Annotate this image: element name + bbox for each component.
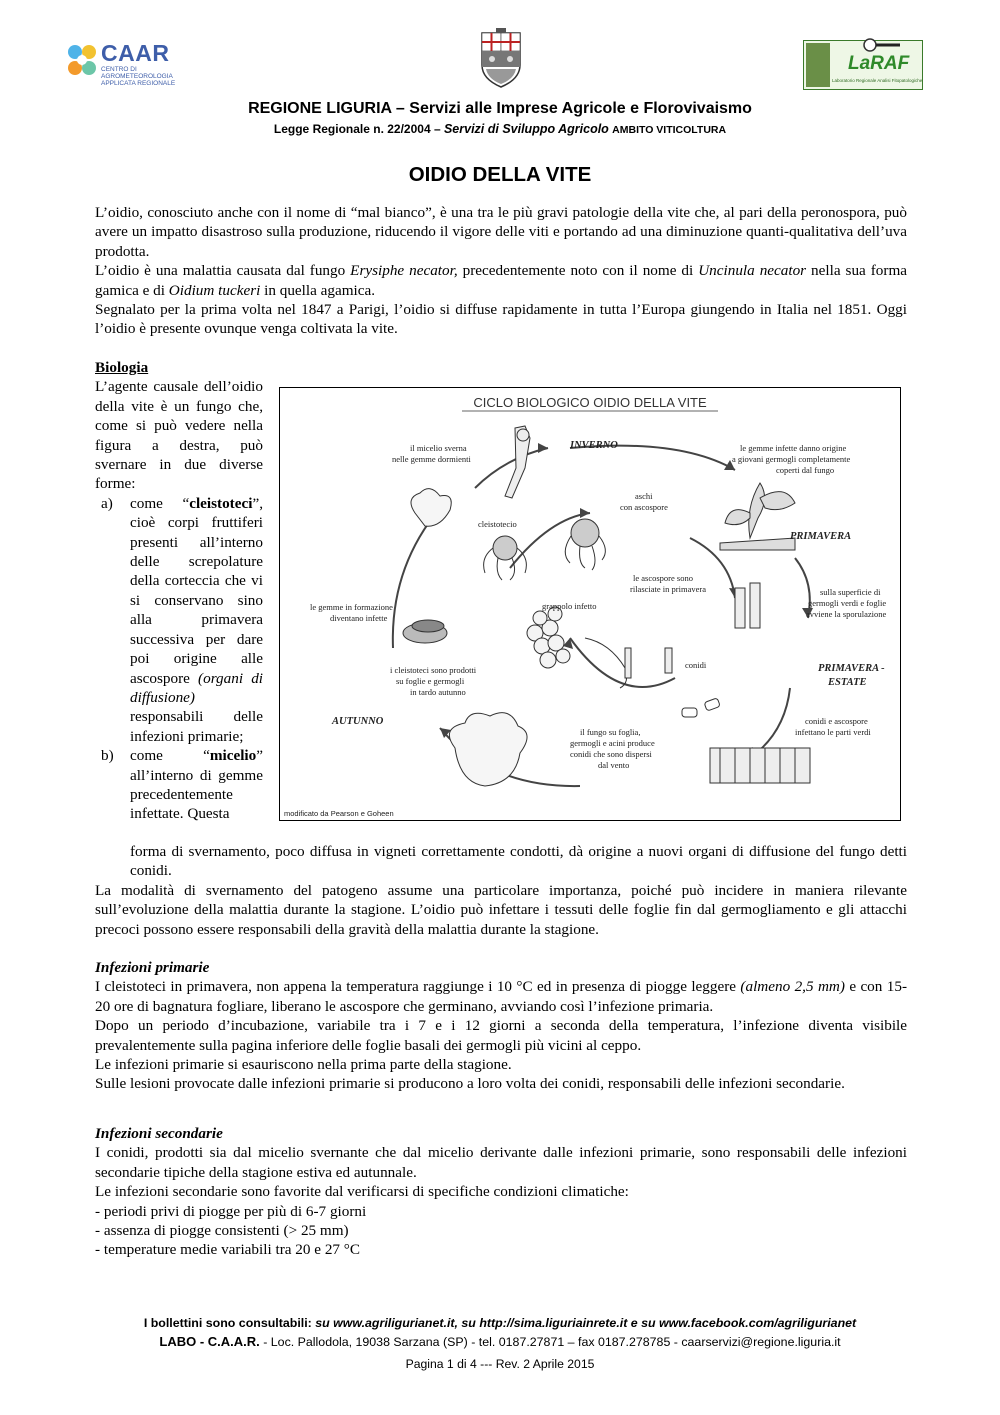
magnifier-icon xyxy=(862,37,902,53)
list-item: - periodi privi di piogge per più di 6-7 giorni xyxy=(95,1202,367,1220)
header-line2 xyxy=(0,122,1000,136)
list-item: - assenza di piogge consistenti (> 25 mm) xyxy=(95,1222,349,1240)
header-line1: REGIONE LIGURIA – Servizi alle Imprese Agricole e Florovivaismo xyxy=(248,100,752,117)
hyphae-illustration xyxy=(585,638,672,688)
caar-sub1: CENTRO DI xyxy=(101,66,137,73)
biologia-lead: L’agente causale dell’oidio della vite è un fungo che, come si può vedere nella figura a destra, può svernare in due diverse forme: xyxy=(95,378,263,493)
shoot-illustration xyxy=(720,483,795,550)
label-fungo-1: il fungo su foglia, xyxy=(580,727,641,737)
label-ascospore-2: rilasciate in primavera xyxy=(630,584,706,594)
label-micelio-1: il micelio sverna xyxy=(410,443,467,453)
figure-credit: modificato da Pearson e Goheen xyxy=(284,809,394,818)
label-conidi: conidi xyxy=(685,660,707,670)
caar-name: CAAR xyxy=(101,40,170,66)
life-cycle-figure xyxy=(279,387,901,821)
label-fungo-3: conidi che sono dispersi xyxy=(570,749,652,759)
primarie-paragraph-3: Le infezioni primarie si esauriscono nella prima parte della stagione. xyxy=(95,1056,512,1074)
season-autumn: AUTUNNO xyxy=(332,716,384,727)
list-a-italic: (organi di diffusione) xyxy=(130,669,264,706)
label-ascospore-1: le ascospore sono xyxy=(633,573,693,583)
label-conidi-ascospore-1: conidi e ascospore xyxy=(805,716,868,726)
intro-p2-text: nella sua forma gamica e di xyxy=(95,262,908,299)
primarie-p1-text: I cleistoteci in primavera, non appena la temperatura raggiunge i 10 °C ed in presenza di piogge leggere xyxy=(95,978,741,996)
laraf-logo xyxy=(803,40,923,90)
label-superficie-1: sulla superficie di xyxy=(820,587,881,597)
biologia-column xyxy=(95,358,263,824)
footer-bulletins-links[interactable]: su www.agriligurianet.it, su http://sima.liguriainrete.it e su www.facebook.com/agriligurianet xyxy=(315,1316,857,1330)
header-service: Servizi di Sviluppo Agricolo xyxy=(443,122,609,136)
caar-sub3: APPLICATA REGIONALE xyxy=(101,80,176,87)
grape-cluster-illustration xyxy=(527,607,570,668)
label-gemme-formazione-1: le gemme in formazione xyxy=(310,602,393,612)
secondarie-paragraph-1: I conidi, prodotti sia dal micelio svernante che dal micelio derivante dalle infezioni primarie, sono responsabili delle infezioni secondarie tipiche della stagione estiva ed autunnale. xyxy=(95,1144,907,1181)
footer-bulletins xyxy=(0,1316,1000,1330)
list-item-a xyxy=(95,494,263,746)
footer-address xyxy=(0,1334,1000,1349)
list-b-continuation: forma di svernamento, poco diffusa in vigneti correttamente condotti, dà origine a nuovi organi di diffusione del fungo detti conidi. xyxy=(130,843,907,880)
intro-paragraph-3: Segnalato per la prima volta nel 1847 a Parigi, l’oidio si diffuse rapidamente in tutta l’Europa giungendo in Italia nel 1851. Oggi l’oidio è presente ovunque venga coltivata la vite. xyxy=(95,301,907,338)
footer-bulletins-label: I bollettini sono consultabili: xyxy=(143,1316,312,1330)
biologia-paragraph: La modalità di svernamento del patogeno assume una particolare importanza, poiché può incidere in maniera rilevante sull’evoluzione della malattia durante la stagione. L’oidio può infettare i tessuti delle foglie fin dal germogliamento e gli attacchi precoci possono essere responsabili della gravità della malattia durante la stagione. xyxy=(95,881,907,938)
primarie-paragraph-2: Dopo un periodo d’incubazione, variabile tra i 7 e i 12 giorni a seconda della temperatura, l’infezione diventa visibile prevalentemente sulla pagina inferiore delle foglie basali dei germogli più vicini al ceppo. xyxy=(95,1017,907,1054)
footer-contacts: - Loc. Pallodola, 19038 Sarzana (SP) - tel. 0187.27871 – fax 0187.278785 - caarservizi@regione.liguria.it xyxy=(263,1335,841,1349)
secondarie-paragraph-2: Le infezioni secondarie sono favorite dal verificarsi di specifiche condizioni climatiche: xyxy=(95,1183,629,1201)
primarie-paragraph-4: Sulle lesioni provocate dalle infezioni primarie si producono a loro volta dei conidi, responsabili delle infezioni secondarie. xyxy=(95,1075,845,1093)
page-title: OIDIO DELLA VITE xyxy=(408,163,592,186)
season-spring-summer-2: ESTATE xyxy=(828,677,867,688)
label-cleistoteci-prodotti-3: in tardo autunno xyxy=(410,687,466,697)
list-b-text: ” all’interno di gemme precedentemente infettate. Questa xyxy=(130,747,263,823)
species-name: Uncinula necator xyxy=(698,262,807,280)
figure-title: CICLO BIOLOGICO OIDIO DELLA VITE xyxy=(473,395,707,410)
label-cleistoteci-prodotti-1: i cleistoteci sono prodotti xyxy=(390,665,477,675)
laraf-sub: Laboratorio Regionale Analisi Fitopatologiche xyxy=(832,78,923,83)
intro-p2-text: in quella agamica. xyxy=(260,281,376,299)
intro-section xyxy=(95,203,907,339)
laraf-name: LaRAF xyxy=(848,53,910,74)
primarie-paragraph-1 xyxy=(95,977,907,1016)
intro-paragraph-2 xyxy=(95,261,907,300)
intro-p2-text: L’oidio è una malattia causata dal fungo xyxy=(95,262,351,280)
intro-paragraph-1: L’oidio, conosciuto anche con il nome di “mal bianco”, è una tra le più gravi patologie della vite che, al pari della peronospora, può avere un impatto disastroso sulla produzione, riducendo il vigore delle viti e portando ad una diminuzione quanti-qualitativa dell’uva prodotta. xyxy=(95,204,907,260)
primarie-section xyxy=(95,958,907,1094)
label-gemme-infette-2: a giovani germogli completamente xyxy=(732,454,851,464)
primarie-heading: Infezioni primarie xyxy=(95,959,210,976)
label-gemme-formazione-2: diventano infette xyxy=(330,613,388,623)
infected-buds-illustration xyxy=(403,620,447,643)
label-superficie-2: germogli verdi e foglie xyxy=(808,598,887,608)
page-number: Pagina 1 di 4 --- Rev. 2 Aprile 2015 xyxy=(405,1357,595,1371)
label-cleistotecio: cleistotecio xyxy=(478,519,517,529)
list-marker-a: a) xyxy=(101,494,113,512)
laraf-photo xyxy=(806,43,830,87)
label-aschi-1: aschi xyxy=(635,491,653,501)
regione-liguria-crest-icon xyxy=(478,27,524,89)
conidia-illustration xyxy=(682,583,810,783)
label-gemme-infette-3: coperti dal fungo xyxy=(776,465,835,475)
label-aschi-2: con ascospore xyxy=(620,502,668,512)
primarie-p1-text: e con 15-20 ore di bagnatura fogliare, liberano le ascospore che germinano, avviando così l’infezione primaria. xyxy=(95,978,908,1015)
intro-p2-text: precedentemente noto con il nome di xyxy=(457,262,699,280)
season-spring: PRIMAVERA xyxy=(790,531,852,542)
list-a-text: come “ xyxy=(130,494,190,512)
secondarie-section xyxy=(95,1124,907,1260)
footer-org: LABO - C.A.A.R. xyxy=(159,1334,260,1349)
label-superficie-3: avviene la sporulazione xyxy=(806,609,887,619)
caar-sub2: AGROMETEOROLOGIA xyxy=(101,73,173,80)
species-name: Erysiphe necator, xyxy=(350,262,458,280)
label-fungo-4: dal vento xyxy=(598,760,630,770)
secondarie-heading: Infezioni secondarie xyxy=(95,1125,223,1142)
label-fungo-2: germogli e acini produce xyxy=(570,738,655,748)
label-cleistoteci-prodotti-2: su foglie e germogli xyxy=(396,676,465,686)
primarie-p1-italic: (almeno 2,5 mm) xyxy=(740,978,845,996)
header-law: Legge Regionale n. 22/2004 – xyxy=(273,122,441,136)
life-cycle-diagram xyxy=(280,388,900,820)
list-marker-b: b) xyxy=(101,747,114,765)
season-winter: INVERNO xyxy=(570,440,618,451)
label-conidi-ascospore-2: infettano le parti verdi xyxy=(795,727,871,737)
caar-emblem-icon xyxy=(65,42,99,82)
label-micelio-2: nelle gemme dormienti xyxy=(392,454,471,464)
list-item-b xyxy=(95,746,263,824)
list-a-text: ”, cioè corpi fruttiferi presenti all’interno delle screpolature della corteccia che vi si conservano sino alla primavera successiva per dare poi origine alle ascospore xyxy=(130,494,263,687)
biologia-heading: Biologia xyxy=(95,359,149,376)
season-spring-summer-1: PRIMAVERA - xyxy=(818,663,885,674)
label-grappolo: grappolo infetto xyxy=(542,601,597,611)
list-a-text: responsabili delle infezioni primarie; xyxy=(130,708,263,745)
label-gemme-infette-1: le gemme infette danno origine xyxy=(740,443,847,453)
header-scope: AMBITO VITICOLTURA xyxy=(612,124,727,136)
biologia-continued xyxy=(95,842,907,939)
list-b-text: come “ xyxy=(130,747,210,765)
list-item: - temperature medie variabili tra 20 e 27 °C xyxy=(95,1241,361,1259)
caar-logo xyxy=(65,40,177,90)
term-micelio: micelio xyxy=(209,747,257,765)
term-cleistoteci: cleistoteci xyxy=(189,494,253,512)
species-name: Oidium tuckeri xyxy=(168,281,261,299)
